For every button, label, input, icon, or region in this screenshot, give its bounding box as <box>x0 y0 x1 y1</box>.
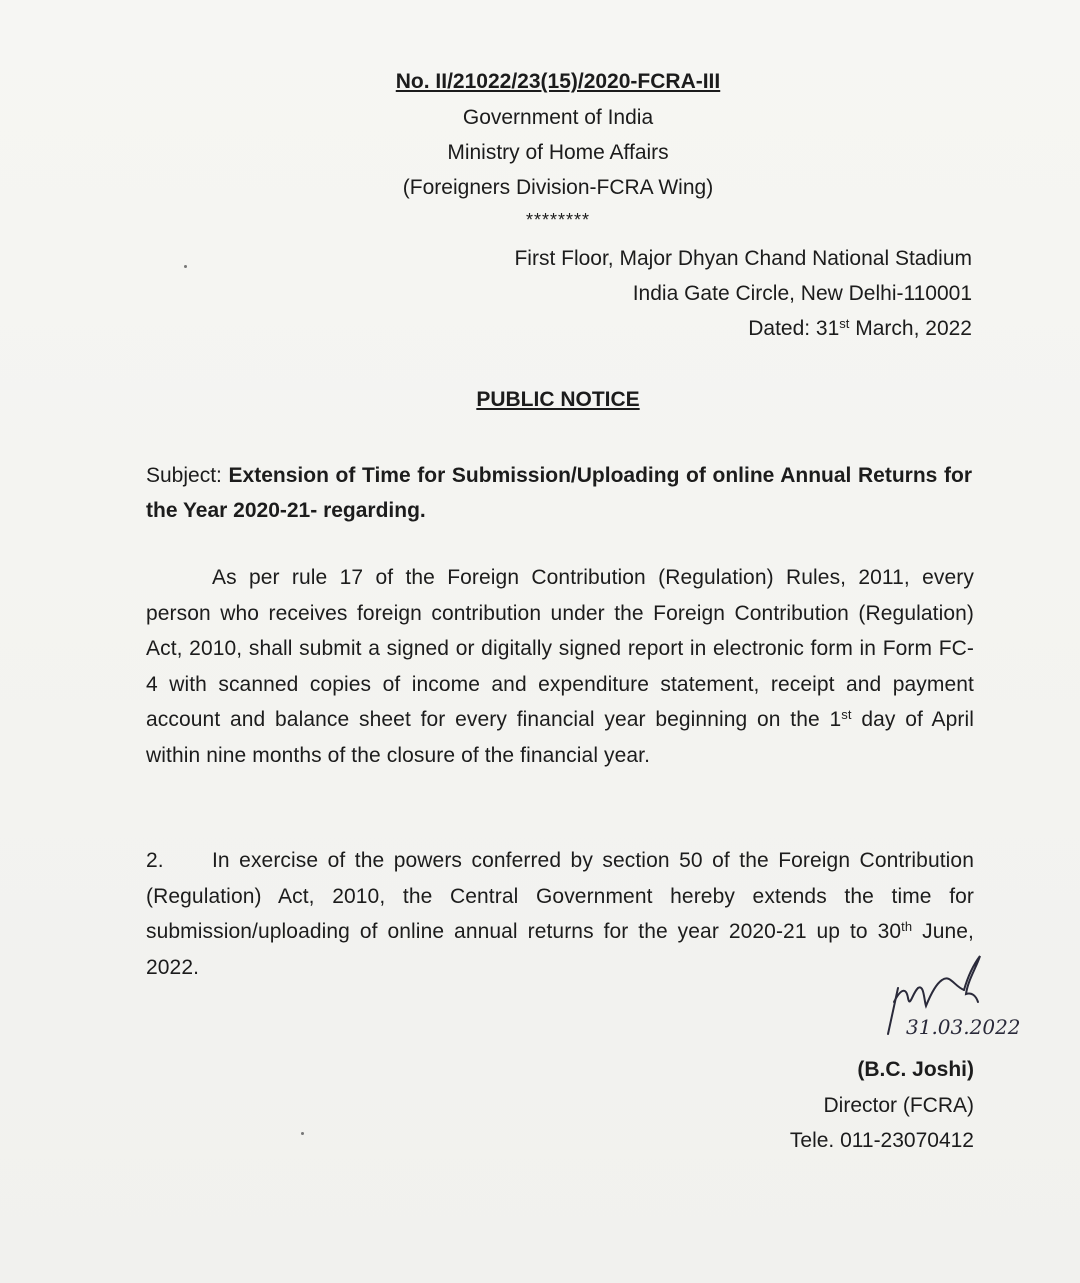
header-ministry: Ministry of Home Affairs <box>447 141 669 164</box>
paragraph-2-number: 2. <box>146 849 164 872</box>
paragraph-2-superscript: th <box>901 919 913 934</box>
paragraph-1-superscript: st <box>841 707 852 722</box>
header-separator: ******** <box>525 210 591 230</box>
date-prefix: Dated: 31 <box>748 317 840 340</box>
address-line-2: India Gate Circle, New Delhi-110001 <box>632 282 972 305</box>
dated-line <box>748 317 972 341</box>
date-suffix: March, 2022 <box>849 317 972 340</box>
header-government: Government of India <box>462 106 654 129</box>
subject-label: Subject: <box>146 464 222 487</box>
scan-speck <box>301 1132 304 1135</box>
date-superscript: st <box>839 316 850 331</box>
scan-speck <box>184 265 187 268</box>
paragraph-2-text-b: June, 2022. <box>146 920 974 979</box>
header-division: (Foreigners Division-FCRA Wing) <box>402 176 714 199</box>
address-line-1: First Floor, Major Dhyan Chand National Stadium <box>514 247 972 270</box>
handwritten-date: 31.03.2022 <box>906 1015 1021 1039</box>
paragraph-2 <box>146 843 974 985</box>
signatory-name: (B.C. Joshi) <box>857 1058 974 1081</box>
signatory-designation: Director (FCRA) <box>823 1094 974 1117</box>
notice-title: PUBLIC NOTICE <box>476 388 640 411</box>
paragraph-1-text-b: day of April within nine months of the closure of the financial year. <box>146 708 974 767</box>
paragraph-1 <box>146 560 974 773</box>
reference-number: No. II/21022/23(15)/2020-FCRA-III <box>395 70 721 93</box>
signatory-telephone: Tele. 011-23070412 <box>789 1129 974 1152</box>
subject-line <box>146 458 972 528</box>
paragraph-1-text-a: As per rule 17 of the Foreign Contribution (Regulation) Rules, 2011, every person who receives foreign contribution under the Foreign Contribution (Regulation) Act, 2010, shall submit a signed or digitally signed report in electronic form in Form FC-4 with scanned copies of income and expenditure statement, receipt and payment account and balance sheet for every financial year beginning on the 1 <box>146 566 974 731</box>
subject-text: Extension of Time for Submission/Uploading of online Annual Returns for the Year 2020-21- regarding. <box>146 464 972 522</box>
handwritten-signature <box>880 950 1060 1042</box>
paragraph-2-text-a: In exercise of the powers conferred by section 50 of the Foreign Contribution (Regulation) Act, 2010, the Central Government hereby extends the time for submission/uploading of online annual returns for the year 2020-21 up to 30 <box>146 849 974 943</box>
